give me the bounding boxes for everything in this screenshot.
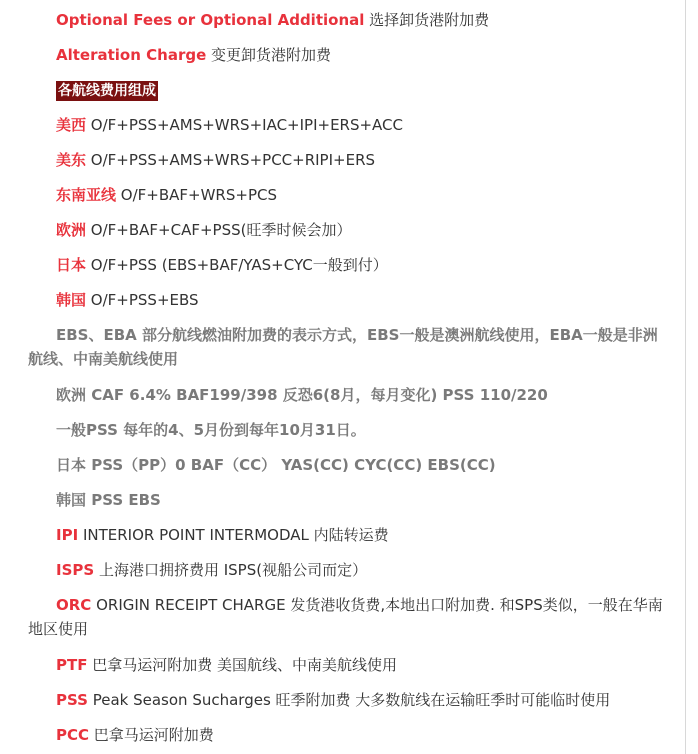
desc: 变更卸货港附加费 (211, 46, 332, 64)
line-pcc (56, 725, 671, 745)
desc: 选择卸货港附加费 (369, 11, 490, 29)
desc: Peak Season Sucharges 旺季附加费 大多数航线在运输旺季时可能临时使用 (92, 691, 611, 709)
term: 日本 (56, 256, 87, 274)
term: Alteration Charge (56, 46, 207, 64)
line-ipi (56, 525, 671, 545)
term: IPI (56, 526, 79, 544)
line-isps (56, 560, 671, 580)
paragraph-orc (28, 593, 671, 641)
line-us-west (56, 115, 671, 135)
desc: 上海港口拥挤费用 ISPS(视船公司而定） (98, 561, 368, 579)
line-eu-rates: 欧洲 CAF 6.4% BAF199/398 反恐6(8月，每月变化) PSS 110/220 (56, 386, 548, 404)
term: ORC (56, 596, 92, 614)
term: 欧洲 (56, 221, 87, 239)
line-korea (56, 290, 671, 310)
desc: O/F+PSS+AMS+WRS+IAC+IPI+ERS+ACC (90, 116, 404, 134)
term: 东南亚线 (56, 186, 117, 204)
term: PCC (56, 726, 90, 744)
term: PSS (56, 691, 88, 709)
desc: 巴拿马运河附加费 美国航线、中南美航线使用 (92, 656, 398, 674)
term: PTF (56, 656, 88, 674)
desc: O/F+PSS+EBS (90, 291, 199, 309)
line-japan (56, 255, 671, 275)
term: ISPS (56, 561, 95, 579)
line-ptf (56, 655, 671, 675)
term: 美西 (56, 116, 87, 134)
line-kr-rates: 韩国 PSS EBS (56, 491, 161, 509)
line-optional-fees (56, 10, 671, 30)
term: 韩国 (56, 291, 87, 309)
term: 美东 (56, 151, 87, 169)
line-alteration (56, 45, 671, 65)
desc: O/F+BAF+CAF+PSS(旺季时候会加） (90, 221, 352, 239)
desc: 巴拿马运河附加费 (93, 726, 214, 744)
paragraph-ebs-note: EBS、EBA 部分航线燃油附加费的表示方式，EBS一般是澳洲航线使用，EBA一般是非洲航线、中南美航线使用 (28, 326, 658, 368)
line-europe (56, 220, 671, 240)
line-us-east (56, 150, 671, 170)
line-pss (56, 690, 671, 710)
desc: INTERIOR POINT INTERMODAL 内陆转运费 (82, 526, 389, 544)
line-se-asia (56, 185, 671, 205)
line-pss-period: 一般PSS 每年的4、5月份到每年10月31日。 (56, 421, 366, 439)
line-section-heading (56, 80, 671, 101)
desc: O/F+PSS (EBS+BAF/YAS+CYC一般到付） (90, 256, 388, 274)
desc: ORIGIN RECEIPT CHARGE 发货港收货费,本地出口附加费. 和SPS类似，一般在华南地区使用 (28, 596, 663, 638)
line-jp-rates: 日本 PSS（PP）0 BAF（CC） YAS(CC) CYC(CC) EBS(CC) (56, 456, 496, 474)
desc: O/F+PSS+AMS+WRS+PCC+RIPI+ERS (90, 151, 376, 169)
desc: O/F+BAF+WRS+PCS (120, 186, 277, 204)
term: Optional Fees or Optional Additional (56, 11, 365, 29)
section-heading-badge: 各航线费用组成 (58, 83, 156, 99)
